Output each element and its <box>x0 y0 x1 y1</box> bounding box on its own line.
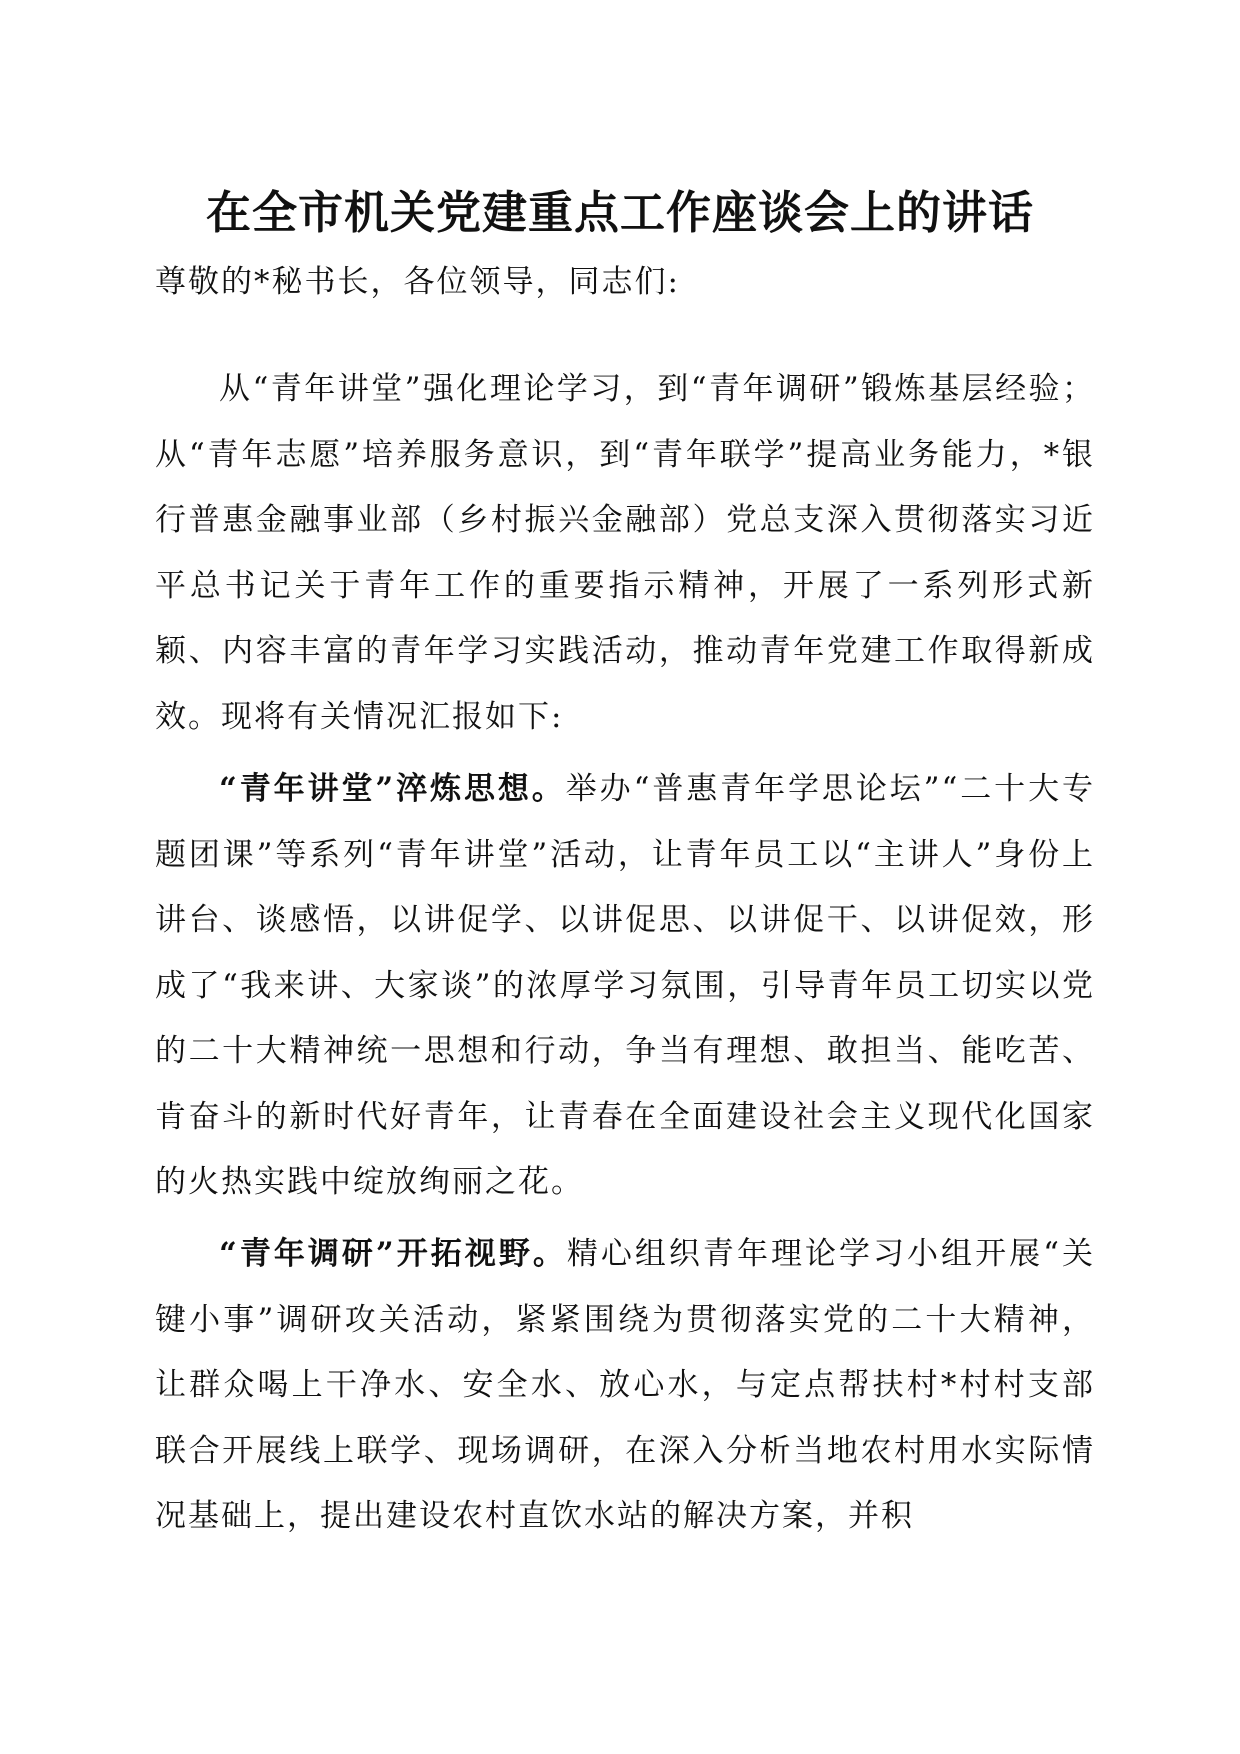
paragraph-youth-research <box>155 1222 1095 1550</box>
paragraph-text: 精心组织青年理论学习小组开展“关键小事”调研攻关活动，紧紧围绕为贯彻落实党的二十大精神，让群众喝上干净水、安全水、放心水，与定点帮扶村*村村支部联合开展线上联学、现场调研，在深入分析当地农村用水实际情况基础上，提出建设农村直饮水站的解决方案，并积 <box>155 1236 1095 1534</box>
paragraph-text: 举办“普惠青年学思论坛”“二十大专题团课”等系列“青年讲堂”活动，让青年员工以“主讲人”身份上讲台、谈感悟，以讲促学、以讲促思、以讲促干、以讲促效，形成了“我来讲、大家谈”的浓厚学习氛围，引导青年员工切实以党的二十大精神统一思想和行动，争当有理想、敢担当、能吃苦、肯奋斗的新时代好青年，让青春在全面建设社会主义现代化国家的火热实践中绽放绚丽之花。 <box>155 771 1095 1200</box>
paragraph-intro <box>155 357 1095 750</box>
paragraph-lead-heading: “青年调研”开拓视野。 <box>219 1236 567 1272</box>
paragraph-text: 从“青年讲堂”强化理论学习，到“青年调研”锻炼基层经验；从“青年志愿”培养服务意识，到“青年联学”提高业务能力，*银行普惠金融事业部（乡村振兴金融部）党总支深入贯彻落实习近平总书记关于青年工作的重要指示精神，开展了一系列形式新颖、内容丰富的青年学习实践活动，推动青年党建工作取得新成效。现将有关情况汇报如下: <box>155 371 1095 735</box>
greeting-line: 尊敬的*秘书长，各位领导，同志们: <box>155 264 680 300</box>
paragraph-lead-heading: “青年讲堂”淬炼思想。 <box>219 771 566 807</box>
paragraph-youth-lecture <box>155 757 1095 1216</box>
document-title: 在全市机关党建重点工作座谈会上的讲话 <box>205 186 1034 239</box>
